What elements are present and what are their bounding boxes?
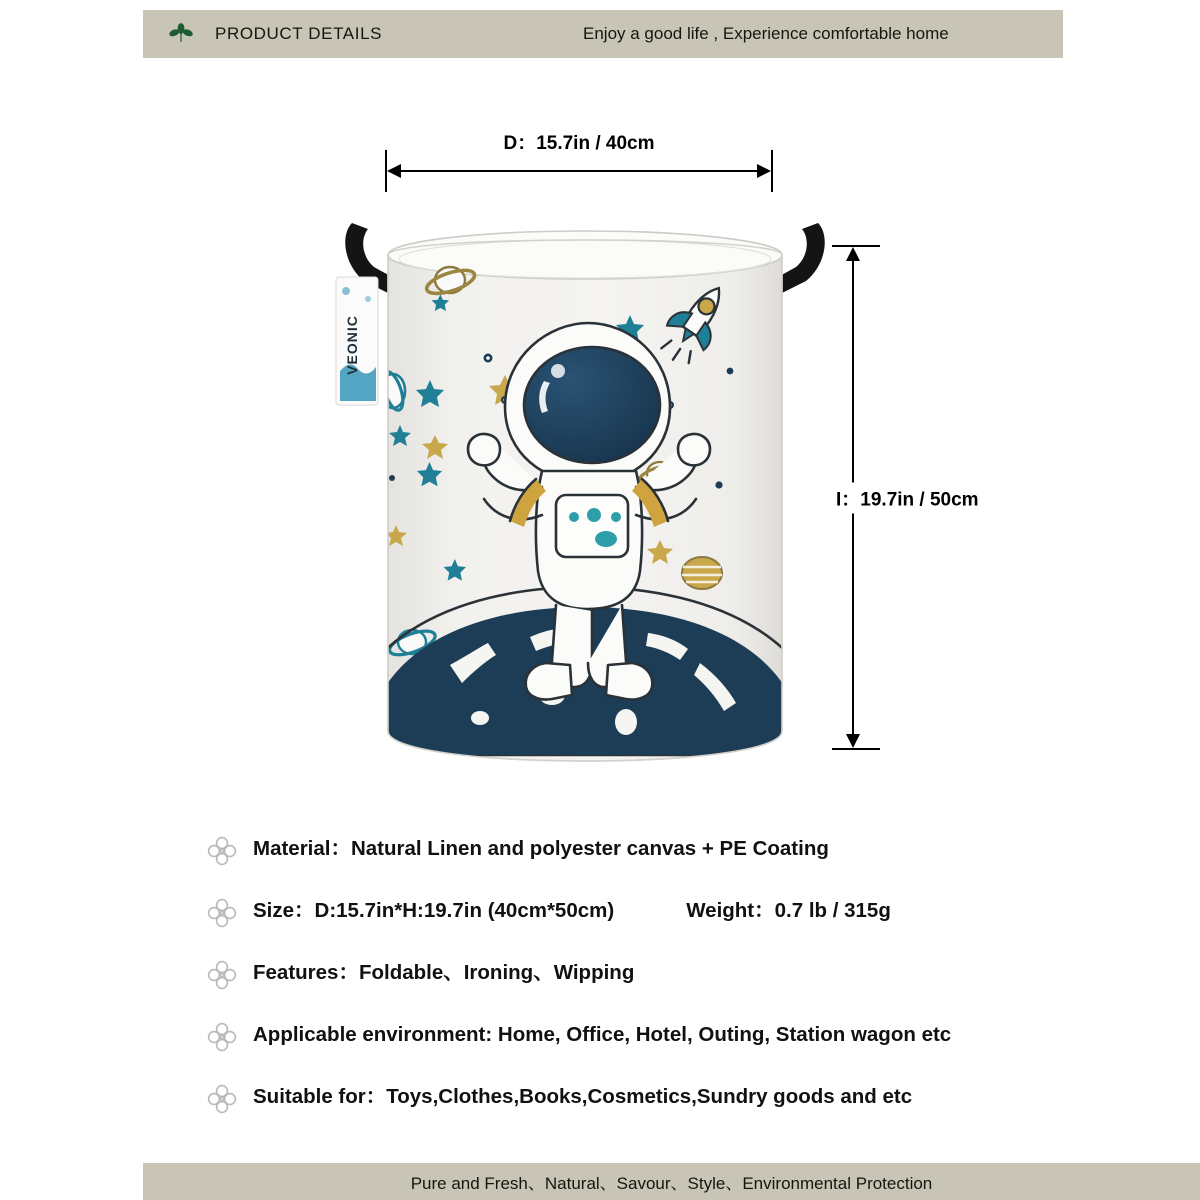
width-arrow-left-icon <box>387 164 401 178</box>
hang-tag <box>336 277 378 405</box>
product-details-header-band <box>143 10 1063 58</box>
striped-planet-icon <box>682 557 722 589</box>
clover-bullet-icon <box>205 1020 239 1054</box>
spec-text-material: Material：Natural Linen and polyester canvas + PE Coating <box>253 837 829 860</box>
footer-tagline: Pure and Fresh、Natural、Savour、Style、Environmental Protection <box>410 1174 933 1193</box>
spec-text-size <box>253 894 891 928</box>
svg-text:VEONIC: VEONIC <box>344 315 360 375</box>
width-dimension-label: D：15.7in / 40cm <box>503 133 655 154</box>
clover-bullet-icon <box>205 896 239 930</box>
hamper-handle-right-icon <box>778 223 825 293</box>
spec-weight-value: Weight：0.7 lb / 315g <box>686 899 891 922</box>
spec-size-value: Size：D:15.7in*H:19.7in (40cm*50cm) <box>253 899 615 922</box>
clover-bullet-icon <box>205 1082 239 1116</box>
header-tagline: Enjoy a good life , Experience comfortable home <box>583 24 949 43</box>
spec-row-material <box>205 832 1075 894</box>
clover-bullet-icon <box>205 834 239 868</box>
clover-bullet-icon <box>205 958 239 992</box>
product-footer-band <box>143 1163 1200 1200</box>
height-dimension-label: I：19.7in / 50cm <box>832 482 983 513</box>
spec-text-environment: Applicable environment: Home, Office, Hotel, Outing, Station wagon etc <box>253 1023 952 1046</box>
width-dimension-line <box>391 170 767 172</box>
spec-row-features <box>205 956 1075 1018</box>
product-spec-list <box>205 832 1075 1142</box>
spec-row-size <box>205 894 1075 956</box>
height-arrow-up-icon <box>846 247 860 261</box>
spec-text-suitable-for: Suitable for：Toys,Clothes,Books,Cosmetics,Sundry goods and etc <box>253 1085 913 1108</box>
width-tick-right <box>771 150 773 192</box>
spec-row-environment <box>205 1018 1075 1080</box>
width-arrow-right-icon <box>757 164 771 178</box>
height-arrow-down-icon <box>846 734 860 748</box>
width-dimension-annotation <box>385 128 773 188</box>
page-title: PRODUCT DETAILS <box>215 24 383 43</box>
spec-text-features: Features：Foldable、Ironing、Wipping <box>253 961 635 984</box>
product-image-laundry-hamper <box>330 195 840 795</box>
spec-row-suitable-for <box>205 1080 1075 1142</box>
leaf-sprout-icon <box>168 21 194 47</box>
